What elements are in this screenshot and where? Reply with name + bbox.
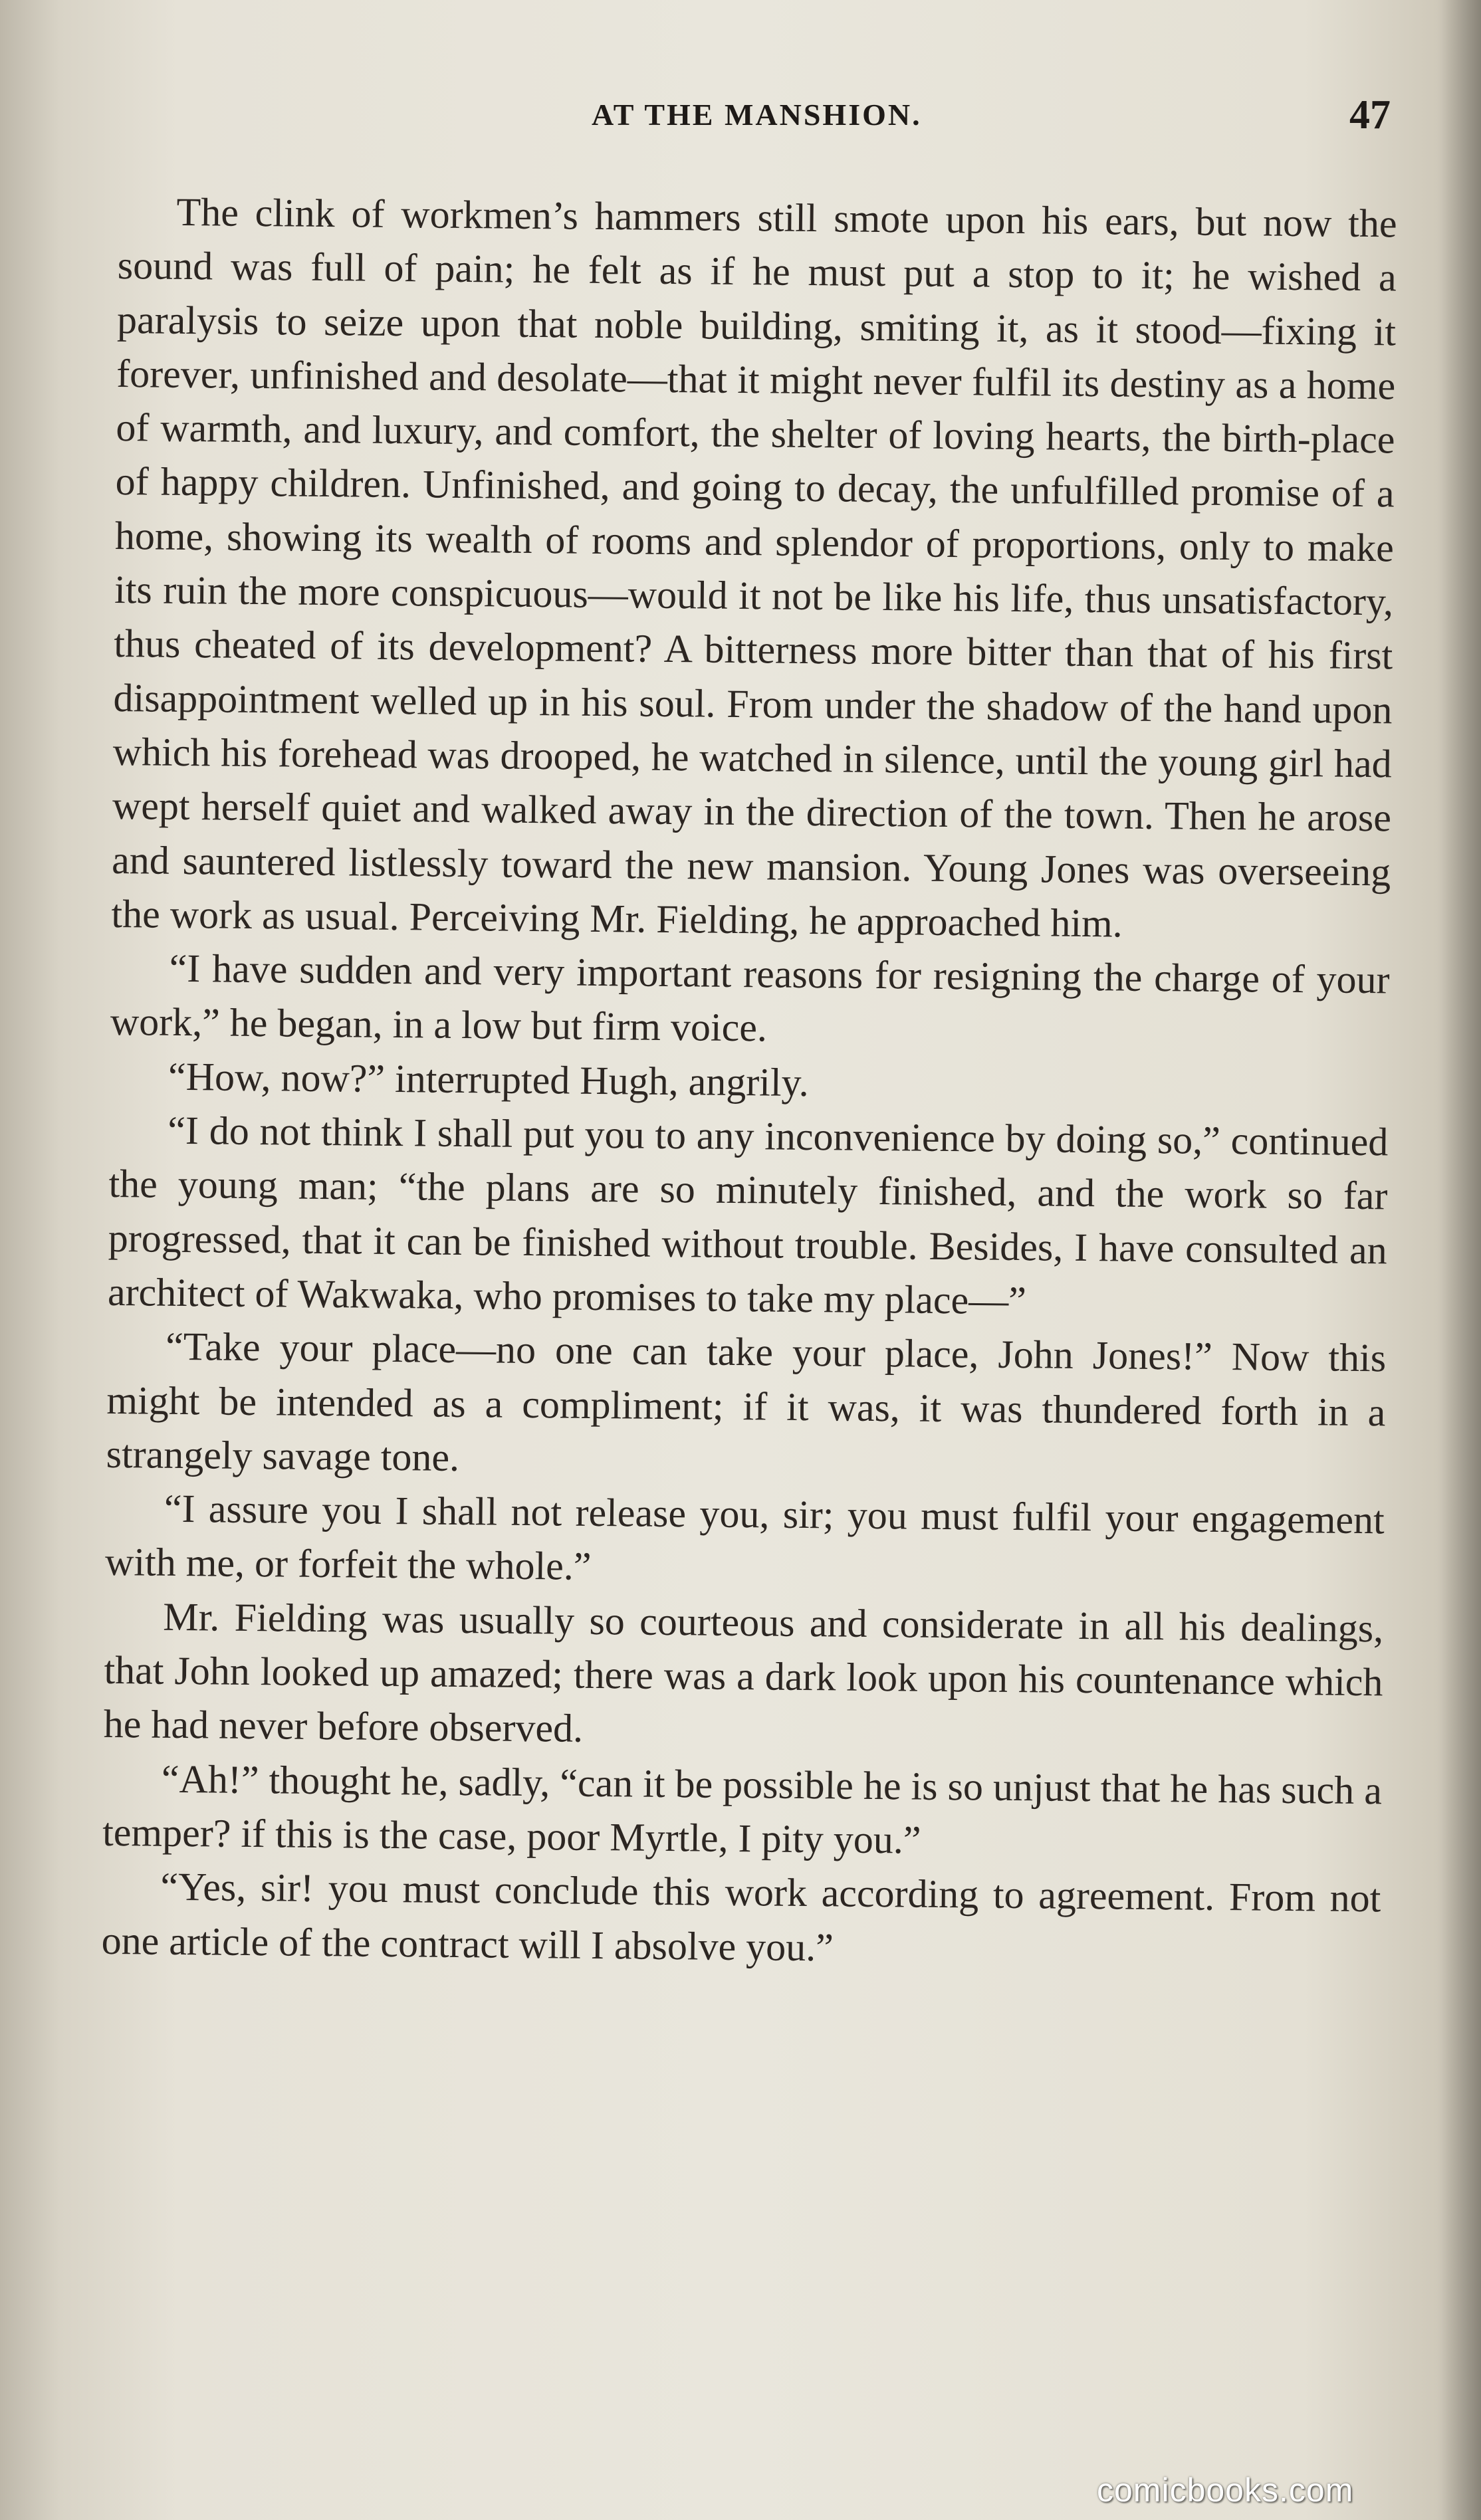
body-text bbox=[101, 185, 1397, 1980]
paragraph: The clink of workmen’s hammers still smote upon his ears, but now the sound was full of pain; he felt as if he must put a stop to it; he wished a paralysis to seize upon that noble building, smiting it, as it stood—fixing it forever, unfinished and desolate—that it might never fulfil its destiny as a home of warmth, and luxury, and comfort, the shelter of loving hearts, the birth-place of happy children. Unfinished, and going to decay, the unfulfilled promise of a home, showing its wealth of rooms and splendor of proportions, only to make its ruin the more conspicuous—would it not be like his life, thus unsatisfactory, thus cheated of its development? A bitterness more bitter than that of his first disappointment welled up in his soul. From under the shadow of the hand upon which his forehead was drooped, he watched in silence, until the young girl had wept herself quiet and walked away in the direction of the town. Then he arose and sauntered listlessly toward the new mansion. Young Jones was overseeing the work as usual. Perceiving Mr. Fielding, he approached him. bbox=[111, 189, 1397, 946]
paragraph: “I do not think I shall put you to any inconvenience by doing so,” continued the young man; “the plans are so minutely finished, and the work so far progressed, that it can be finished without trouble. Besides, I have consulted an architect of Wakwaka, who promises to take my place—” bbox=[107, 1108, 1389, 1323]
running-head bbox=[0, 92, 1481, 138]
paragraph: “I have sudden and very important reasons for resigning the charge of your work,” he began, in a low but firm voice. bbox=[110, 946, 1390, 1050]
paragraph: “Ah!” thought he, sadly, “can it be possible he is so unjust that he has such a temper? if this is the case, poor Myrtle, I pity you.” bbox=[102, 1756, 1383, 1862]
page-edge-shadow bbox=[1441, 0, 1481, 2520]
running-title: AT THE MANSHION. bbox=[592, 98, 922, 132]
paragraph: “I assure you I shall not release you, sir; you must fulfil your engagement with me, or forfeit the whole.” bbox=[104, 1486, 1385, 1589]
watermark: comicbooks.com bbox=[1097, 2471, 1354, 2509]
paragraph: “How, now?” interrupted Hugh, angrily. bbox=[168, 1054, 810, 1104]
paragraph: Mr. Fielding was usually so courteous and considerate in all his dealings, that John looked up amazed; there was a dark look upon his countenance which he had never before observed. bbox=[103, 1594, 1384, 1751]
page-number: 47 bbox=[1349, 92, 1391, 138]
paragraph: “Yes, sir! you must conclude this work according to agreement. From not one article of the contract will I absolve you.” bbox=[101, 1864, 1381, 1969]
paragraph: “Take your place—no one can take your place, John Jones!” Now this might be intended as a compliment; if it was, it was thundered forth in a strangely savage tone. bbox=[106, 1324, 1387, 1479]
